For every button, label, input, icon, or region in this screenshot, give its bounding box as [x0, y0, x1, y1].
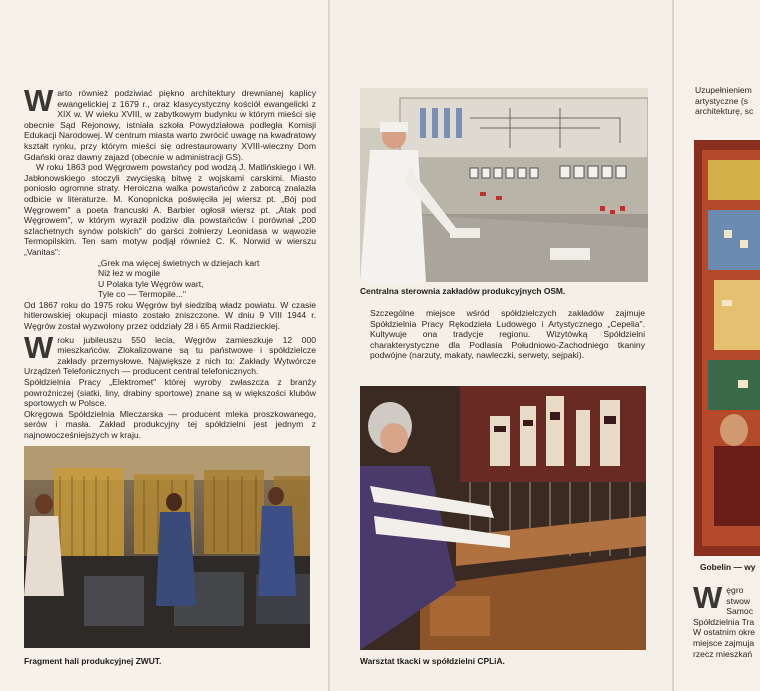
drop-cap: W	[693, 580, 723, 615]
paragraph-jubilee: Wroku jubileuszu 550 lecia, Węgrów zamieszkuje 12 000 mieszkańców. Zlokalizowane są tu państwowe i spółdzielcze zakłady przemysłowe. Największe z nich to: Zakłady Wytwórcze Urządzeń Telefonicznych — producent central telefonicznych.	[24, 329, 316, 377]
poem-line: Niż łez w mogile	[98, 268, 161, 279]
paragraph-dairy: Okręgowa Spółdzielnia Mleczarska — producent mleka proszkowanego, serów i masła. Zakład produkcyjny tej spółdzielni jest jednym z najnowocześniejszych w kraju.	[24, 408, 316, 440]
drop-cap: W	[24, 329, 54, 365]
weaving-workshop-photo	[360, 386, 646, 650]
right-text-fragment: Uzupełnieniem artystyczne (s architekturę, sc	[695, 85, 754, 117]
photo-caption: Fragment hali produkcyjnej ZWUT.	[24, 656, 162, 666]
paragraph-cepelia: Szczególne miejsce wśród spółdzielczych zakładów zajmuje Spółdzielnia Pracy Rękodzieła Ludowego i Artystycznego „Cepelia". Kultywuje ona tradycje regionu. Wizytówką Spółdzielni charakterystyczne dla Podlasia Południowo-Zachodniego tkaniny podwójne (narzuty, makaty, nawleczki, serwety, sejpaki).	[370, 308, 645, 361]
photo-caption: Gobelin — wy	[700, 562, 756, 572]
drop-cap: W	[24, 83, 54, 118]
gobelin-tapestry-photo	[694, 140, 760, 556]
paragraph-history-1863: W roku 1863 pod Węgrowem powstańcy pod wodzą J. Matlińskiego i Wł. Jabłonowskiego stoczyli zwycięską bitwę z wojskami carskimi. Miasto poniosło ogromne straty. Heroiczna walka powstańców z zaborcą znalazła odbicie w literaturze. M. Konopnicka poświęciła jej wiersz pt. „Bój pod Węgrowem" a poeta francuski A. Barbier ogłosił wiersz pt. „Atak pod Węgrowem", w którym wyraził podziw dla powstańców i porównał „200 szlachetnych synów polskich" do garści żołnierzy Leonidasa w wąwozie Termopilskim. Ten sam motyw podjął również C. K. Norwid w wierszu „Vanitas":	[24, 162, 316, 257]
paragraph-liberation: Od 1867 roku do 1975 roku Węgrów był siedzibą władz powiatu. W czasie hitlerowskiej okupacji miasto zostało zniszczone. W dniu 9 VIII 1944 r. Węgrów został wyzwolony przez oddziały 28 i 65 Armii Radzieckiej.	[24, 299, 316, 332]
poem-line: U Polaka tyle Węgrów wart,	[98, 278, 204, 289]
poem-line: Tyle co — Termopile..."	[98, 289, 186, 300]
left-text-column	[24, 83, 316, 441]
photo-caption: Warsztat tkacki w spółdzielni CPLiA.	[360, 656, 505, 666]
poem-vanitas	[98, 258, 316, 300]
factory-hall-photo	[24, 446, 310, 648]
paragraph-architecture: Warto również podziwiać piękno architektury drewnianej kaplicy ewangelickiej z 1679 r., oraz klasycystyczny kościół ewangelicki z XIX w. W wieku XVIII, w zabytkowym budynku w którym mieści się obecnie Sąd Rejonowy, istniała szkoła Powydziałowa podległa Komisji Edukacji Narodowej. W centrum miasta warto zwrócić uwagę na kwadratowy kształt rynku, przy którym mieści się odrestaurowany XVIII-wieczny Dom Gdański oraz dawny zajazd (obecnie w administracji GS).	[24, 83, 316, 162]
right-text-fragment-bottom: W ęgro stwow Samoc Spółdzielnia Tra W ostatnim okre miejsce zajmuja rzecz mieszkań	[693, 580, 756, 659]
photo-caption: Centralna sterownia zakładów produkcyjnych OSM.	[360, 286, 566, 296]
paragraph-elektromet: Spółdzielnia Pracy „Elektromet" której wyroby zwłaszcza z branży powroźniczej (siatki, liny, drabiny sportowe) znane są w większości klubów sportowych w Polsce.	[24, 377, 316, 409]
poem-line: „Grek ma więcej świetnych w dziejach kart	[98, 257, 260, 268]
control-room-photo	[360, 88, 648, 282]
